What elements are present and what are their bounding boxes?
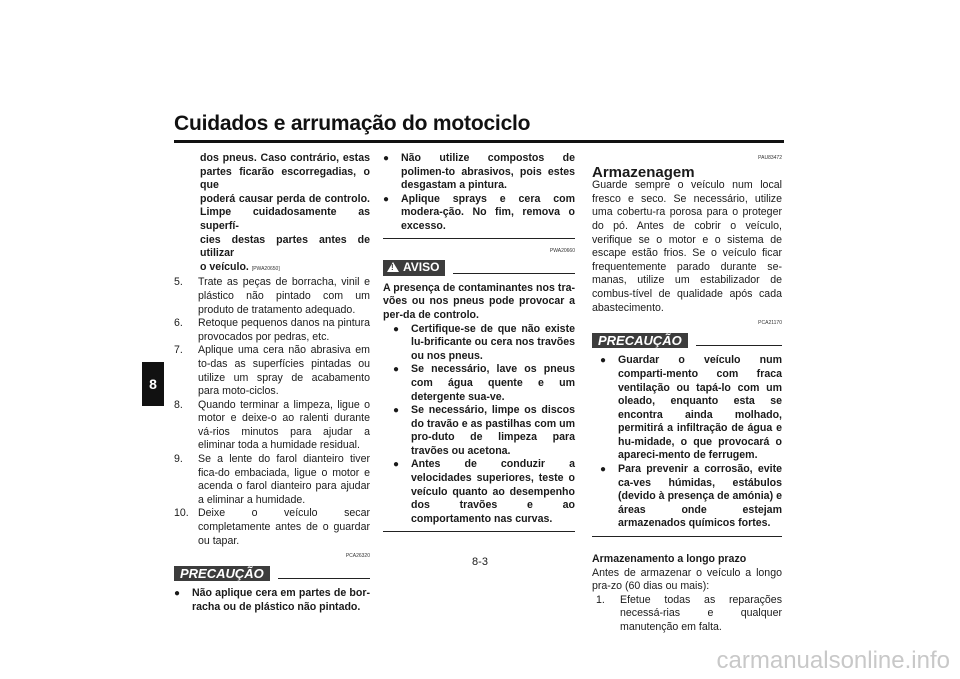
intro-line: Limpe cuidadosamente as superfí- (200, 206, 370, 232)
warning-label (383, 260, 445, 276)
step-item (174, 276, 370, 317)
caution-label: PRECAUÇÃO (174, 566, 270, 582)
subsection-steps (592, 594, 782, 635)
caution-line-2 (696, 345, 782, 346)
warning-label-text: AVISO (403, 260, 440, 275)
caution-banner-2 (592, 333, 782, 349)
warning-triangle-icon (387, 262, 399, 272)
step-number: 8. (174, 398, 183, 411)
section-code: PAU83472 (758, 155, 782, 161)
step-item (596, 594, 782, 635)
top-bullets (383, 152, 575, 234)
bullet-text: Aplique sprays e cera com modera-ção. No fim, remova o excesso. (401, 192, 575, 232)
step-text: Quando terminar a limpeza, ligue o motor e deixe-o ao ralenti durante vá-rios minutos para ajudar a eliminar toda a humidade residual. (198, 398, 370, 452)
subsection-title: Armazenamento a longo prazo (592, 553, 747, 566)
step-item (174, 399, 370, 453)
intro-line: dos pneus. Caso contrário, estas (200, 152, 370, 164)
step-text: Retoque pequenos danos na pintura provocados por pedras, etc. (198, 317, 370, 343)
title-rule (174, 140, 784, 143)
bullet-dot-icon: ● (393, 459, 400, 471)
bullet-item (393, 458, 575, 526)
warning-line (453, 273, 575, 274)
step-number: 5. (174, 276, 183, 289)
caution-code: PCA26320 (345, 553, 370, 560)
warning-symbol: ! (391, 263, 394, 273)
step-number: 1. (596, 593, 605, 606)
bullet-text: Guardar o veículo num comparti-mento com fraca ventilação ou tapá-lo com um oleado, enquanto esta se encontra ainda molhado, permitirá a infiltração de água e hu-midade, o que provocará o apareci-mento de ferrugem. (618, 354, 782, 462)
caution-label-2: PRECAUÇÃO (592, 333, 688, 349)
warning-banner (383, 260, 575, 276)
bullet-item (174, 587, 370, 614)
chapter-tab: 8 (142, 362, 164, 406)
step-item (174, 507, 370, 548)
intro-line: partes ficarão escorregadias, o que (200, 165, 370, 192)
step-item (174, 453, 370, 507)
bullet-item (600, 354, 782, 463)
section-text: Guarde sempre o veículo num local fresco e seco. Se necessário, utilize uma cobertu-ra porosa para o proteger do pó. Antes de cobrir o veículo, verifique se o motor e o sistema de escape estão frios. Se o veículo ficar frequentemente parado durante se-manas, utilize um estabilizador de combus-tível de qualidade após cada abastecimento. (592, 179, 782, 314)
column-1 (174, 152, 370, 615)
bullet-dot-icon: ● (393, 364, 400, 376)
page-title: Cuidados e arrumação do motociclo (174, 112, 531, 135)
caution-end-rule-2 (592, 536, 782, 537)
warning-bullets (383, 323, 575, 527)
bullet-dot-icon: ● (383, 153, 390, 164)
intro-bold (174, 152, 370, 276)
bullet-text: Não aplique cera em partes de bor-racha ou de plástico não pintado. (192, 587, 370, 613)
column-2 (383, 152, 575, 532)
caution-banner (174, 566, 370, 582)
bullet-dot-icon: ● (600, 355, 607, 367)
bullet-dot-icon: ● (383, 193, 390, 205)
bullet-dot-icon: ● (174, 588, 181, 600)
step-text: Trate as peças de borracha, vinil e plástico não pintado com um produto de tratamento adequado. (198, 276, 370, 316)
bullet-text: Não utilize compostos de polimen-to abrasivos, pois estes desgastam a pintura. (401, 152, 575, 192)
bullet-item (393, 404, 575, 458)
page-number: 8-3 (472, 556, 488, 568)
warning-code: PWA20660 (549, 247, 575, 254)
intro-last-line: o veículo. (200, 260, 249, 273)
caution-end-rule (383, 238, 575, 239)
bullet-text: Se necessário, lave os pneus com água quente e um detergente sua-ve. (411, 363, 575, 403)
caution-line (278, 578, 370, 579)
step-item (174, 344, 370, 398)
bullet-text: Antes de conduzir a velocidades superiores, teste o veículo quanto ao desempenho dos travões e ao comportamento nas curvas. (411, 458, 575, 525)
bullet-text: Se necessário, limpe os discos do travão e as pastilhas com um pro-duto de limpeza para travões ou acetona. (411, 404, 575, 457)
bullet-dot-icon: ● (393, 323, 400, 335)
bullet-item (383, 193, 575, 234)
bullet-item (393, 323, 575, 364)
bullet-item (393, 363, 575, 404)
step-text: Aplique uma cera não abrasiva em to-das as superfícies pintadas ou utilize um spray de acabamento para moto-ciclos. (198, 344, 370, 398)
bullet-dot-icon: ● (393, 405, 400, 417)
steps-list (174, 276, 370, 548)
bullet-item (383, 152, 575, 193)
step-number: 9. (174, 453, 183, 466)
step-number: 7. (174, 344, 183, 357)
caution-code-2: PCA21170 (758, 320, 782, 327)
section-title: Armazenagem (592, 163, 695, 181)
step-text: Efetue todas as reparações necessá-rias e qualquer manutenção em falta. (620, 593, 782, 633)
caution-bullets (174, 587, 370, 614)
subsection-text: Antes de armazenar o veículo a longo pra-zo (60 dias ou mais): (592, 566, 782, 593)
step-number: 10. (174, 507, 189, 520)
warning-ref-code: [PWA20650] (251, 265, 280, 272)
intro-line: poderá causar perda de controlo. (200, 192, 370, 205)
step-text: Deixe o veículo secar completamente antes de o guardar ou tapar. (198, 507, 370, 547)
step-number: 6. (174, 317, 183, 330)
watermark: carmanualsonline.info (716, 647, 950, 674)
warning-intro: A presença de contaminantes nos tra-vões ou nos pneus pode provocar a per-da de controlo. (383, 281, 575, 321)
warning-end-rule (383, 531, 575, 532)
intro-line: cies destas partes antes de utilizar (200, 233, 370, 260)
step-item (174, 317, 370, 344)
caution-bullets-2 (592, 354, 782, 531)
bullet-dot-icon: ● (600, 464, 607, 476)
step-text: Se a lente do farol dianteiro tiver fica-do embaciada, ligue o motor e acenda o farol dianteiro para ajudar a eliminar a humidade. (198, 453, 370, 506)
bullet-text: Certifique-se de que não existe lu-brificante ou cera nos travões ou nos pneus. (411, 322, 575, 362)
bullet-item (600, 463, 782, 531)
bullet-text: Para prevenir a corrosão, evite ca-ves húmidas, estábulos (devido à presença de amónia) e áreas onde estejam armazenados químicos fortes. (618, 463, 782, 530)
